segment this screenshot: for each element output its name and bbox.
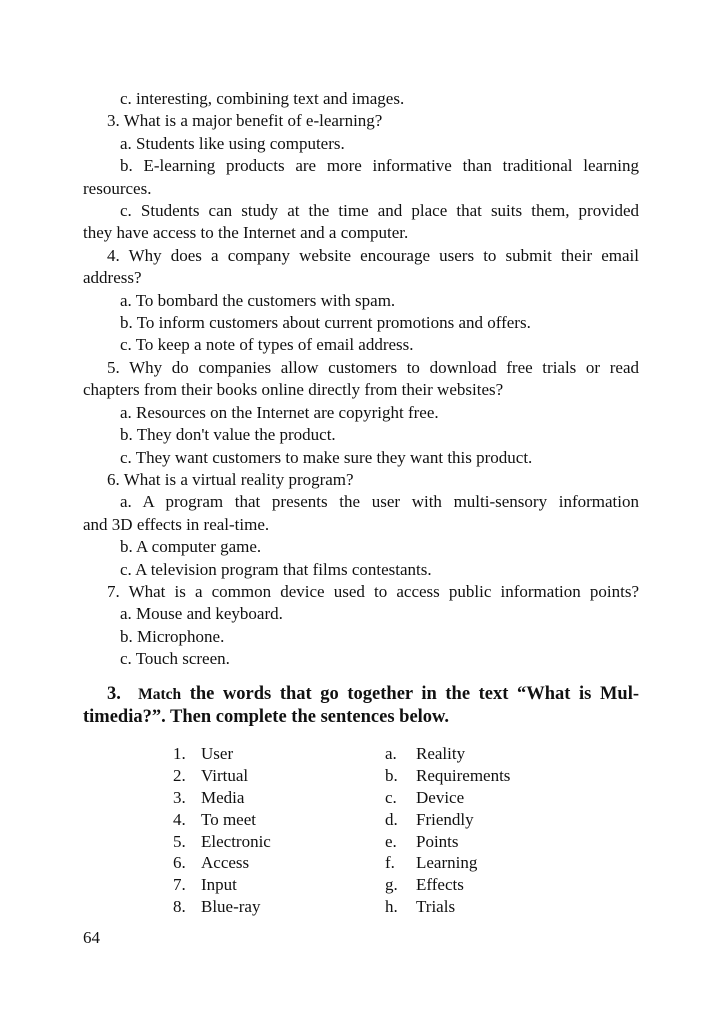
page-number: 64	[83, 928, 100, 947]
option-2c: c. interesting, combining text and images.	[120, 89, 405, 108]
question-7: 7. What is a common device used to access public information points?	[107, 581, 639, 601]
option-7a: a. Mouse and keyboard.	[120, 604, 283, 624]
section-3-heading-line2: timedia?”. Then complete the sentences below.	[83, 706, 450, 727]
match-word-right: Reality	[416, 744, 466, 763]
match-word-left: Blue-ray	[201, 897, 261, 917]
match-row	[173, 852, 533, 874]
section-number: 3.	[107, 683, 121, 704]
match-word-left: To meet	[201, 809, 256, 829]
match-row	[173, 787, 533, 809]
match-row	[173, 765, 533, 787]
match-letter: f.	[385, 853, 395, 873]
match-row	[173, 743, 533, 765]
match-word: Match	[138, 685, 182, 703]
match-row	[173, 874, 533, 896]
page-body	[83, 88, 639, 729]
match-word-left: Input	[201, 875, 237, 895]
match-letter: g.	[385, 875, 398, 895]
question-3: 3. What is a major benefit of e-learning?	[107, 111, 383, 131]
match-word-right: Learning	[416, 853, 478, 873]
match-word-left: Electronic	[201, 831, 271, 851]
match-letter: a.	[385, 744, 397, 763]
match-number: 5.	[173, 831, 186, 851]
match-letter: h.	[385, 897, 398, 917]
option-3b: b. E-learning products are more informative than traditional learning	[120, 156, 639, 176]
match-word-right: Friendly	[416, 809, 474, 829]
match-word-right: Device	[416, 787, 465, 807]
match-number: 7.	[173, 875, 186, 895]
match-row	[173, 809, 533, 831]
option-3a: a. Students like using computers.	[120, 133, 345, 153]
match-row	[173, 896, 533, 918]
question-4: 4. Why does a company website encourage users to submit their email	[107, 245, 639, 265]
question-4-cont: address?	[83, 268, 142, 288]
option-3b-cont: resources.	[83, 178, 152, 198]
option-3c-cont: they have access to the Internet and a computer.	[83, 223, 409, 243]
match-word-right: Trials	[416, 897, 456, 917]
match-letter: d.	[385, 809, 398, 829]
question-6: 6. What is a virtual reality program?	[107, 469, 354, 489]
match-word-left: Access	[201, 853, 250, 873]
match-word-left: Virtual	[201, 765, 249, 785]
option-6a: a. A program that presents the user with multi-sensory information	[120, 492, 639, 512]
option-4a: a. To bombard the customers with spam.	[120, 290, 396, 310]
match-table	[173, 743, 533, 918]
match-number: 8.	[173, 897, 186, 917]
option-7c: c. Touch screen.	[120, 649, 230, 669]
match-number: 1.	[173, 744, 186, 763]
match-word-left: Media	[201, 787, 245, 807]
match-letter: e.	[385, 831, 397, 851]
match-number: 3.	[173, 787, 186, 807]
option-6c: c. A television program that films contestants.	[120, 559, 432, 579]
option-6b: b. A computer game.	[120, 537, 262, 557]
section-3-heading	[83, 683, 639, 706]
option-5b: b. They don't value the product.	[120, 425, 336, 445]
option-4b: b. To inform customers about current promotions and offers.	[120, 313, 531, 333]
match-number: 2.	[173, 765, 186, 785]
match-word-left: User	[201, 744, 234, 763]
match-letter: c.	[385, 787, 397, 807]
question-5-cont: chapters from their books online directly from their websites?	[83, 380, 504, 400]
match-number: 4.	[173, 809, 186, 829]
match-word-right: Requirements	[416, 765, 511, 785]
section-heading-line1: the words that go together in the text “What is Mul-	[189, 683, 640, 704]
option-3c: c. Students can study at the time and place that suits them, provided	[120, 201, 639, 221]
match-row	[173, 831, 533, 853]
match-letter: b.	[385, 765, 398, 785]
option-5c: c. They want customers to make sure they want this product.	[120, 447, 533, 467]
question-5: 5. Why do companies allow customers to download free trials or read	[107, 357, 639, 377]
option-5a: a. Resources on the Internet are copyright free.	[120, 402, 439, 422]
option-7b: b. Microphone.	[120, 626, 225, 646]
match-word-right: Points	[416, 831, 459, 851]
match-word-right: Effects	[416, 875, 464, 895]
match-number: 6.	[173, 853, 186, 873]
option-6a-cont: and 3D effects in real-time.	[83, 514, 270, 534]
option-4c: c. To keep a note of types of email address.	[120, 335, 414, 355]
